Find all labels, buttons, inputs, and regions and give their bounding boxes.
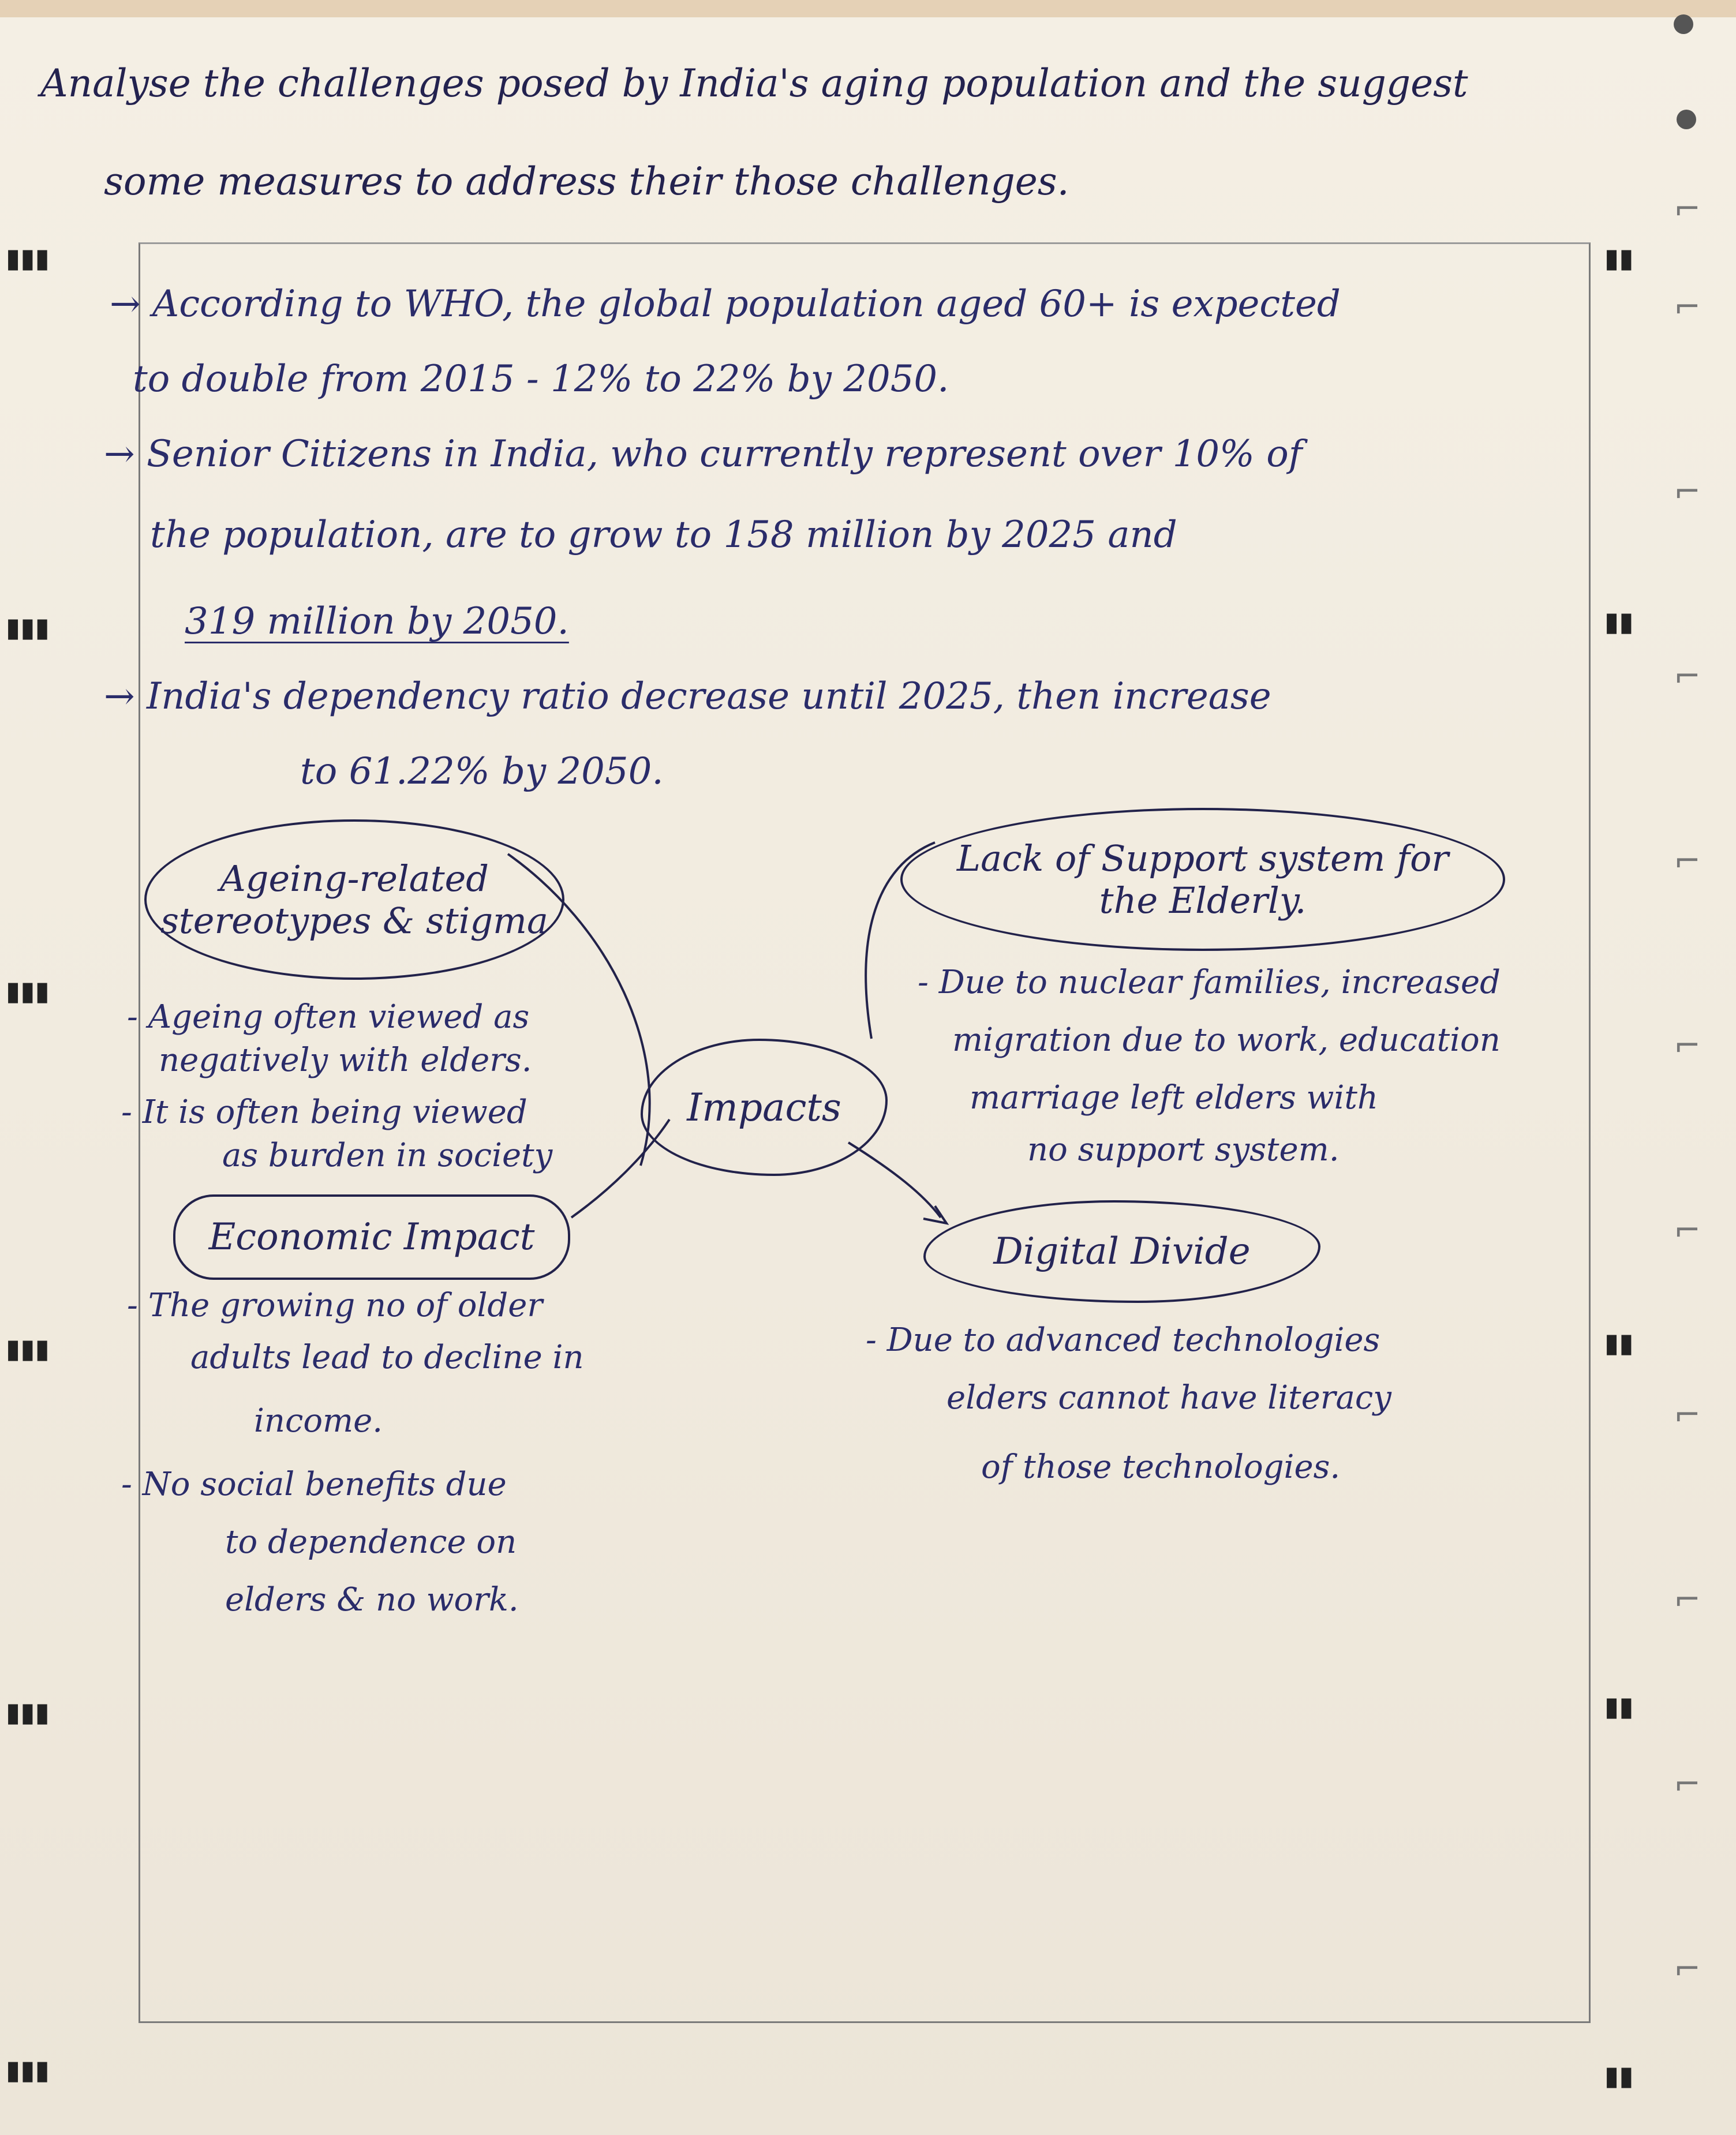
- ageing-point: - Ageing often viewed as: [127, 998, 530, 1036]
- binder-mark: ▮▮▮: [6, 1333, 50, 1364]
- economic-point: adults lead to decline in: [190, 1339, 584, 1376]
- ring-hook: ⌐: [1674, 842, 1701, 880]
- digital-point: of those technologies.: [981, 1448, 1341, 1486]
- support-point: no support system.: [1027, 1131, 1340, 1168]
- digital-point: elders cannot have literacy: [946, 1379, 1391, 1417]
- fact-line: → India's dependency ratio decrease until 2025, then increase: [104, 675, 1271, 718]
- question-line-2: some measures to address their those challenges.: [104, 159, 1069, 204]
- fact-line: to 61.22% by 2050.: [300, 750, 664, 793]
- ring-hook: ⌐: [1674, 1766, 1701, 1803]
- ring-hook: ⌐: [1674, 190, 1701, 228]
- economic-point: - No social benefits due: [121, 1466, 507, 1503]
- node-economic-impact: [173, 1194, 570, 1280]
- economic-title: Economic Impact: [208, 1216, 535, 1258]
- ring-hook: ⌐: [1674, 658, 1701, 695]
- connector-digital: [848, 1143, 941, 1218]
- support-title-2: the Elderly.: [1099, 879, 1307, 922]
- binder-mark: ▮▮▮: [6, 612, 50, 643]
- fact-line: to double from 2015 - 12% to 22% by 2050.: [133, 358, 949, 400]
- ageing-point: negatively with elders.: [159, 1042, 532, 1079]
- binder-mark: ▮▮: [1604, 1327, 1634, 1358]
- ageing-point: - It is often being viewed: [121, 1093, 527, 1131]
- economic-point: income.: [254, 1402, 383, 1440]
- fact-line: → According to WHO, the global population aged 60+ is expected: [110, 283, 1341, 325]
- economic-point: elders & no work.: [225, 1581, 519, 1619]
- fact-line: the population, are to grow to 158 million by 2025 and: [150, 514, 1177, 556]
- digital-title: Digital Divide: [993, 1230, 1251, 1273]
- support-point: migration due to work, education: [952, 1021, 1501, 1059]
- support-point: - Due to nuclear families, increased: [918, 964, 1501, 1001]
- ring-hook: ⌐: [1674, 1212, 1701, 1249]
- question-line-1: Analyse the challenges posed by India's aging population and the suggest: [40, 61, 1468, 106]
- binder-mark: ▮▮▮: [6, 242, 50, 274]
- ring-hook: ⌐: [1674, 1950, 1701, 1988]
- digital-point: - Due to advanced technologies: [866, 1321, 1380, 1359]
- ring-hook: ⌐: [1674, 473, 1701, 511]
- support-point: marriage left elders with: [970, 1079, 1378, 1117]
- fact-line: 319 million by 2050.: [185, 600, 569, 643]
- fact-line: → Senior Citizens in India, who currently represent over 10% of: [104, 433, 1303, 475]
- node-digital-divide: [923, 1200, 1320, 1303]
- ring-hook: ⌐: [1674, 1581, 1701, 1619]
- support-title-1: Lack of Support system for: [956, 837, 1449, 879]
- binder-mark: ▮▮: [1604, 2060, 1634, 2091]
- ageing-title-2: stereotypes & stigma: [160, 900, 548, 942]
- economic-point: to dependence on: [225, 1523, 517, 1561]
- binder-mark: ▮▮: [1604, 1691, 1634, 1722]
- ageing-title-1: Ageing-related: [220, 857, 489, 900]
- economic-point: - The growing no of older: [127, 1287, 543, 1324]
- ring-hook: ⌐: [1674, 1396, 1701, 1434]
- center-label: Impacts: [687, 1085, 841, 1130]
- node-lack-of-support: [900, 808, 1505, 951]
- binder-mark: ▮▮▮: [6, 975, 50, 1006]
- binder-mark: ▮▮: [1604, 242, 1634, 274]
- node-ageing-stereotypes: [144, 819, 564, 980]
- node-impacts-center: [641, 1039, 888, 1176]
- binder-mark: ▮▮▮: [6, 2054, 50, 2085]
- binder-mark: ▮▮▮: [6, 1696, 50, 1728]
- ageing-point: as burden in society: [222, 1137, 553, 1174]
- ring-hook: ⌐: [1674, 289, 1701, 326]
- binder-mark: ▮▮: [1604, 606, 1634, 637]
- ring-hook: ⌐: [1674, 1027, 1701, 1065]
